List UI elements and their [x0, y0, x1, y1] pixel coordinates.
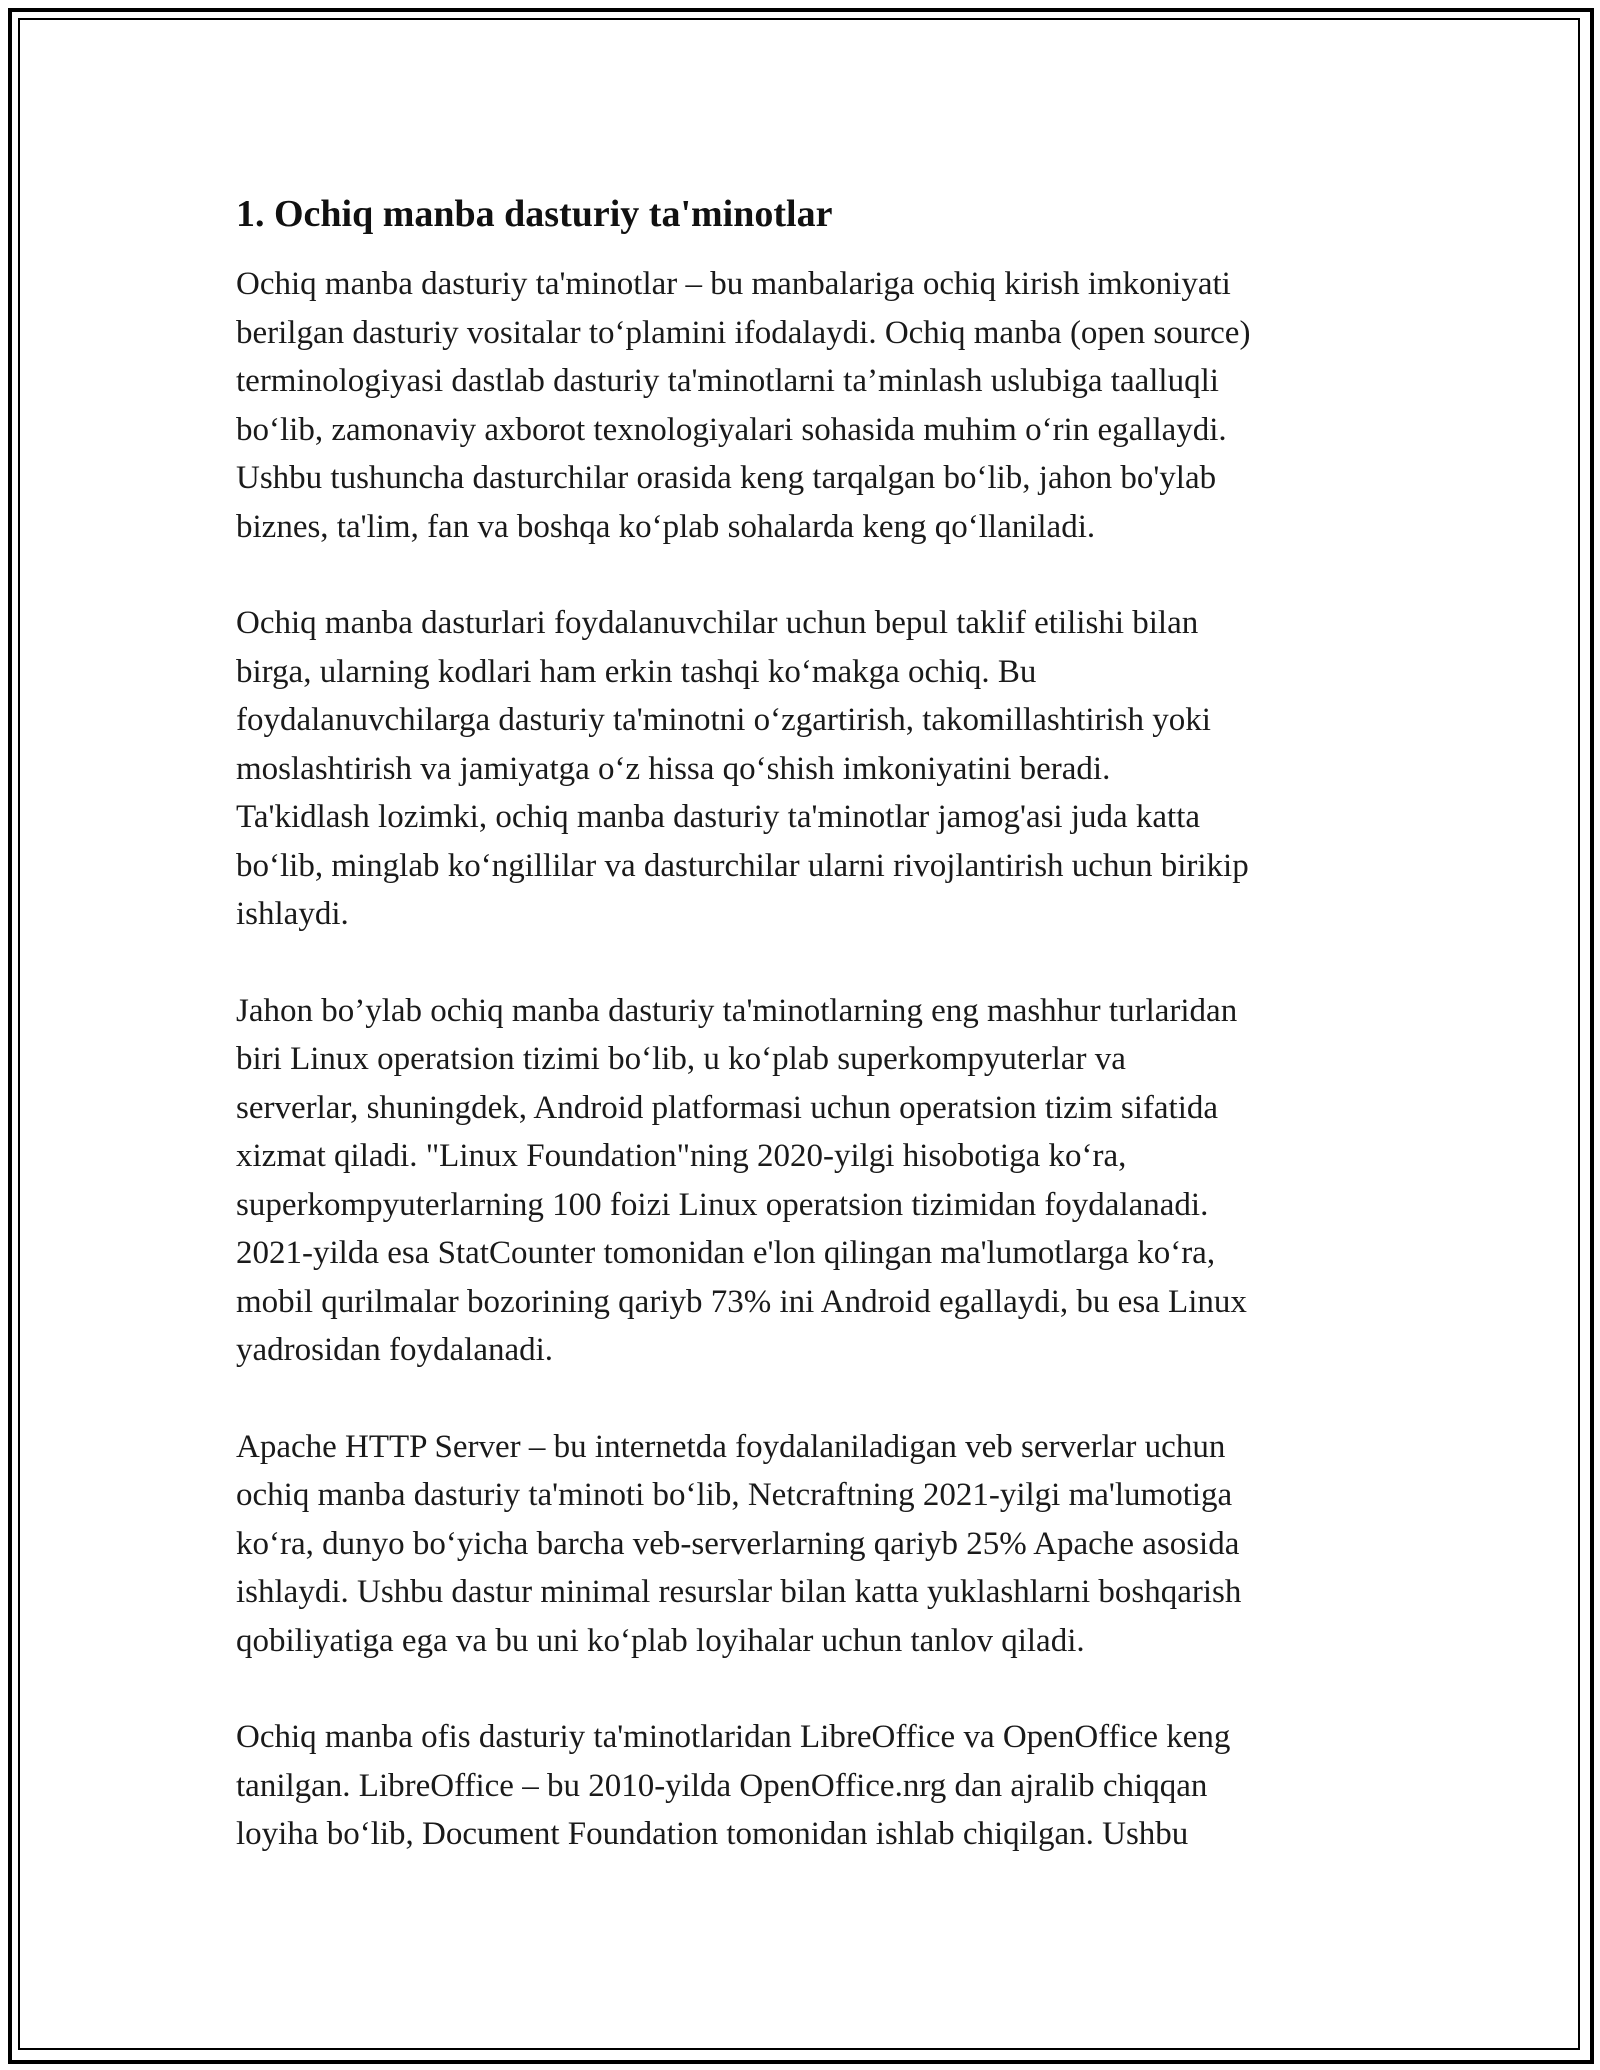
- section-heading: 1. Ochiq manba dasturiy ta'minotlar: [236, 193, 833, 235]
- paragraph-linux: Jahon bo’ylab ochiq manba dasturiy ta'minotlarning eng mashhur turlaridan biri Linux operatsion tizimi bo‘lib, u ko‘plab superkompyuterlar va serverlar, shuningdek, Android platformasi uchun operatsion tizim sifatida xizmat qiladi. "Linux Foundation"ning 2020-yilgi hisobotiga ko‘ra, superkompyuterlarning 100 foizi Linux operatsion tizimidan foydalanadi. 2021-yilda esa StatCounter tomonidan e'lon qilingan ma'lumotlarga ko‘ra, mobil qurilmalar bozorining qariyb 73% ini Android egallaydi, bu esa Linux yadrosidan foydalanadi.: [236, 992, 1247, 1368]
- paragraph-free-software: Ochiq manba dasturlari foydalanuvchilar uchun bepul taklif etilishi bilan birga, ularning kodlari ham erkin tashqi ko‘makga ochiq. Bu foydalanuvchilarga dasturiy ta'minotni o‘zgartirish, takomillashtirish yoki moslashtirish va jamiyatga o‘z hissa qo‘shish imkoniyatini beradi. Ta'kidlash lozimki, ochiq manba dasturiy ta'minotlar jamog'asi juda katta bo‘lib, minglab ko‘ngillilar va dasturchilar ularni rivojlantirish uchun birikip ishlaydi.: [236, 605, 1249, 932]
- paragraph-intro: Ochiq manba dasturiy ta'minotlar – bu manbalariga ochiq kirish imkoniyati berilgan dasturiy vositalar to‘plamini ifodalaydi. Ochiq manba (open source) terminologiyasi dastlab dasturiy ta'minotlarni ta’minlash uslubiga taalluqli bo‘lib, zamonaviy axborot texnologiyalari sohasida muhim o‘rin egallaydi. Ushbu tushuncha dasturchilar orasida keng tarqalgan bo‘lib, jahon bo'ylab biznes, ta'lim, fan va boshqa ko‘plab sohalarda keng qo‘llaniladi.: [236, 266, 1251, 545]
- paragraph-office: Ochiq manba ofis dasturiy ta'minotlaridan LibreOffice va OpenOffice keng tanilgan. LibreOffice – bu 2010-yilda OpenOffice.nrg dan ajralib chiqqan loyiha bo‘lib, Document Foundation tomonidan ishlab chiqilgan. Ushbu: [236, 1719, 1231, 1852]
- document-body: [236, 186, 1376, 1907]
- paragraph-apache: Apache HTTP Server – bu internetda foydalaniladigan veb serverlar uchun ochiq manba dasturiy ta'minoti bo‘lib, Netcraftning 2021-yilgi ma'lumotiga ko‘ra, dunyo bo‘yicha barcha veb-serverlarning qariyb 25% Apache asosida ishlaydi. Ushbu dastur minimal resurslar bilan katta yuklashlarni boshqarish qobiliyatiga ega va bu uni ko‘plab loyihalar uchun tanlov qiladi.: [236, 1428, 1242, 1659]
